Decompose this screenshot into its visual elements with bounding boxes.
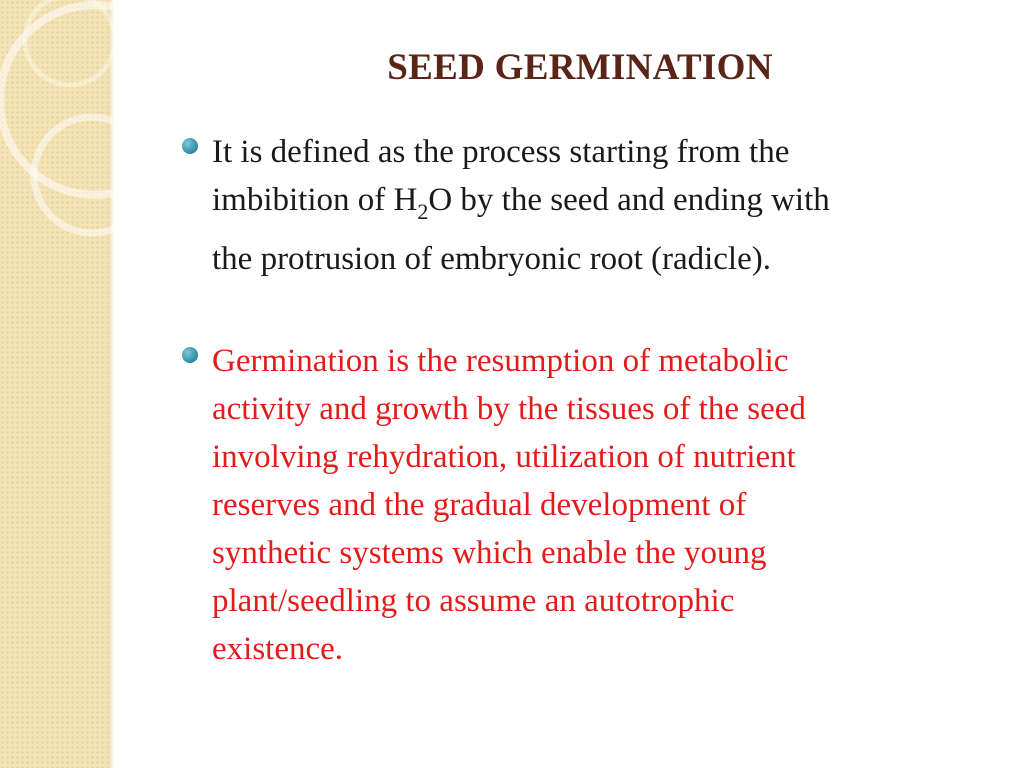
- text-line: It is defined as the process starting from the: [212, 134, 790, 170]
- text-line-with-formula: [212, 176, 982, 227]
- bullet-text: [212, 128, 982, 283]
- text-line: synthetic systems which enable the young: [212, 535, 767, 571]
- subscript: 2: [417, 199, 429, 224]
- text-segment: O by the seed and ending with: [428, 182, 830, 218]
- decorative-swirl-graphic: [0, 0, 120, 768]
- text-line: Germination is the resumption of metabolic: [212, 343, 789, 379]
- slide-title: SEED GERMINATION: [387, 47, 773, 88]
- text-line: reserves and the gradual development of: [212, 487, 747, 523]
- bullet-dot-icon: [182, 138, 198, 154]
- text-line: involving rehydration, utilization of nutrient: [212, 439, 796, 475]
- bullet-dot-icon: [182, 347, 198, 363]
- text-line: existence.: [212, 631, 344, 667]
- text-line: activity and growth by the tissues of the seed: [212, 391, 806, 427]
- text-line: the protrusion of embryonic root (radicle).: [212, 241, 771, 277]
- bullet-text: [212, 337, 982, 673]
- text-segment: imbibition of H: [212, 182, 418, 218]
- text-line: plant/seedling to assume an autotrophic: [212, 583, 735, 619]
